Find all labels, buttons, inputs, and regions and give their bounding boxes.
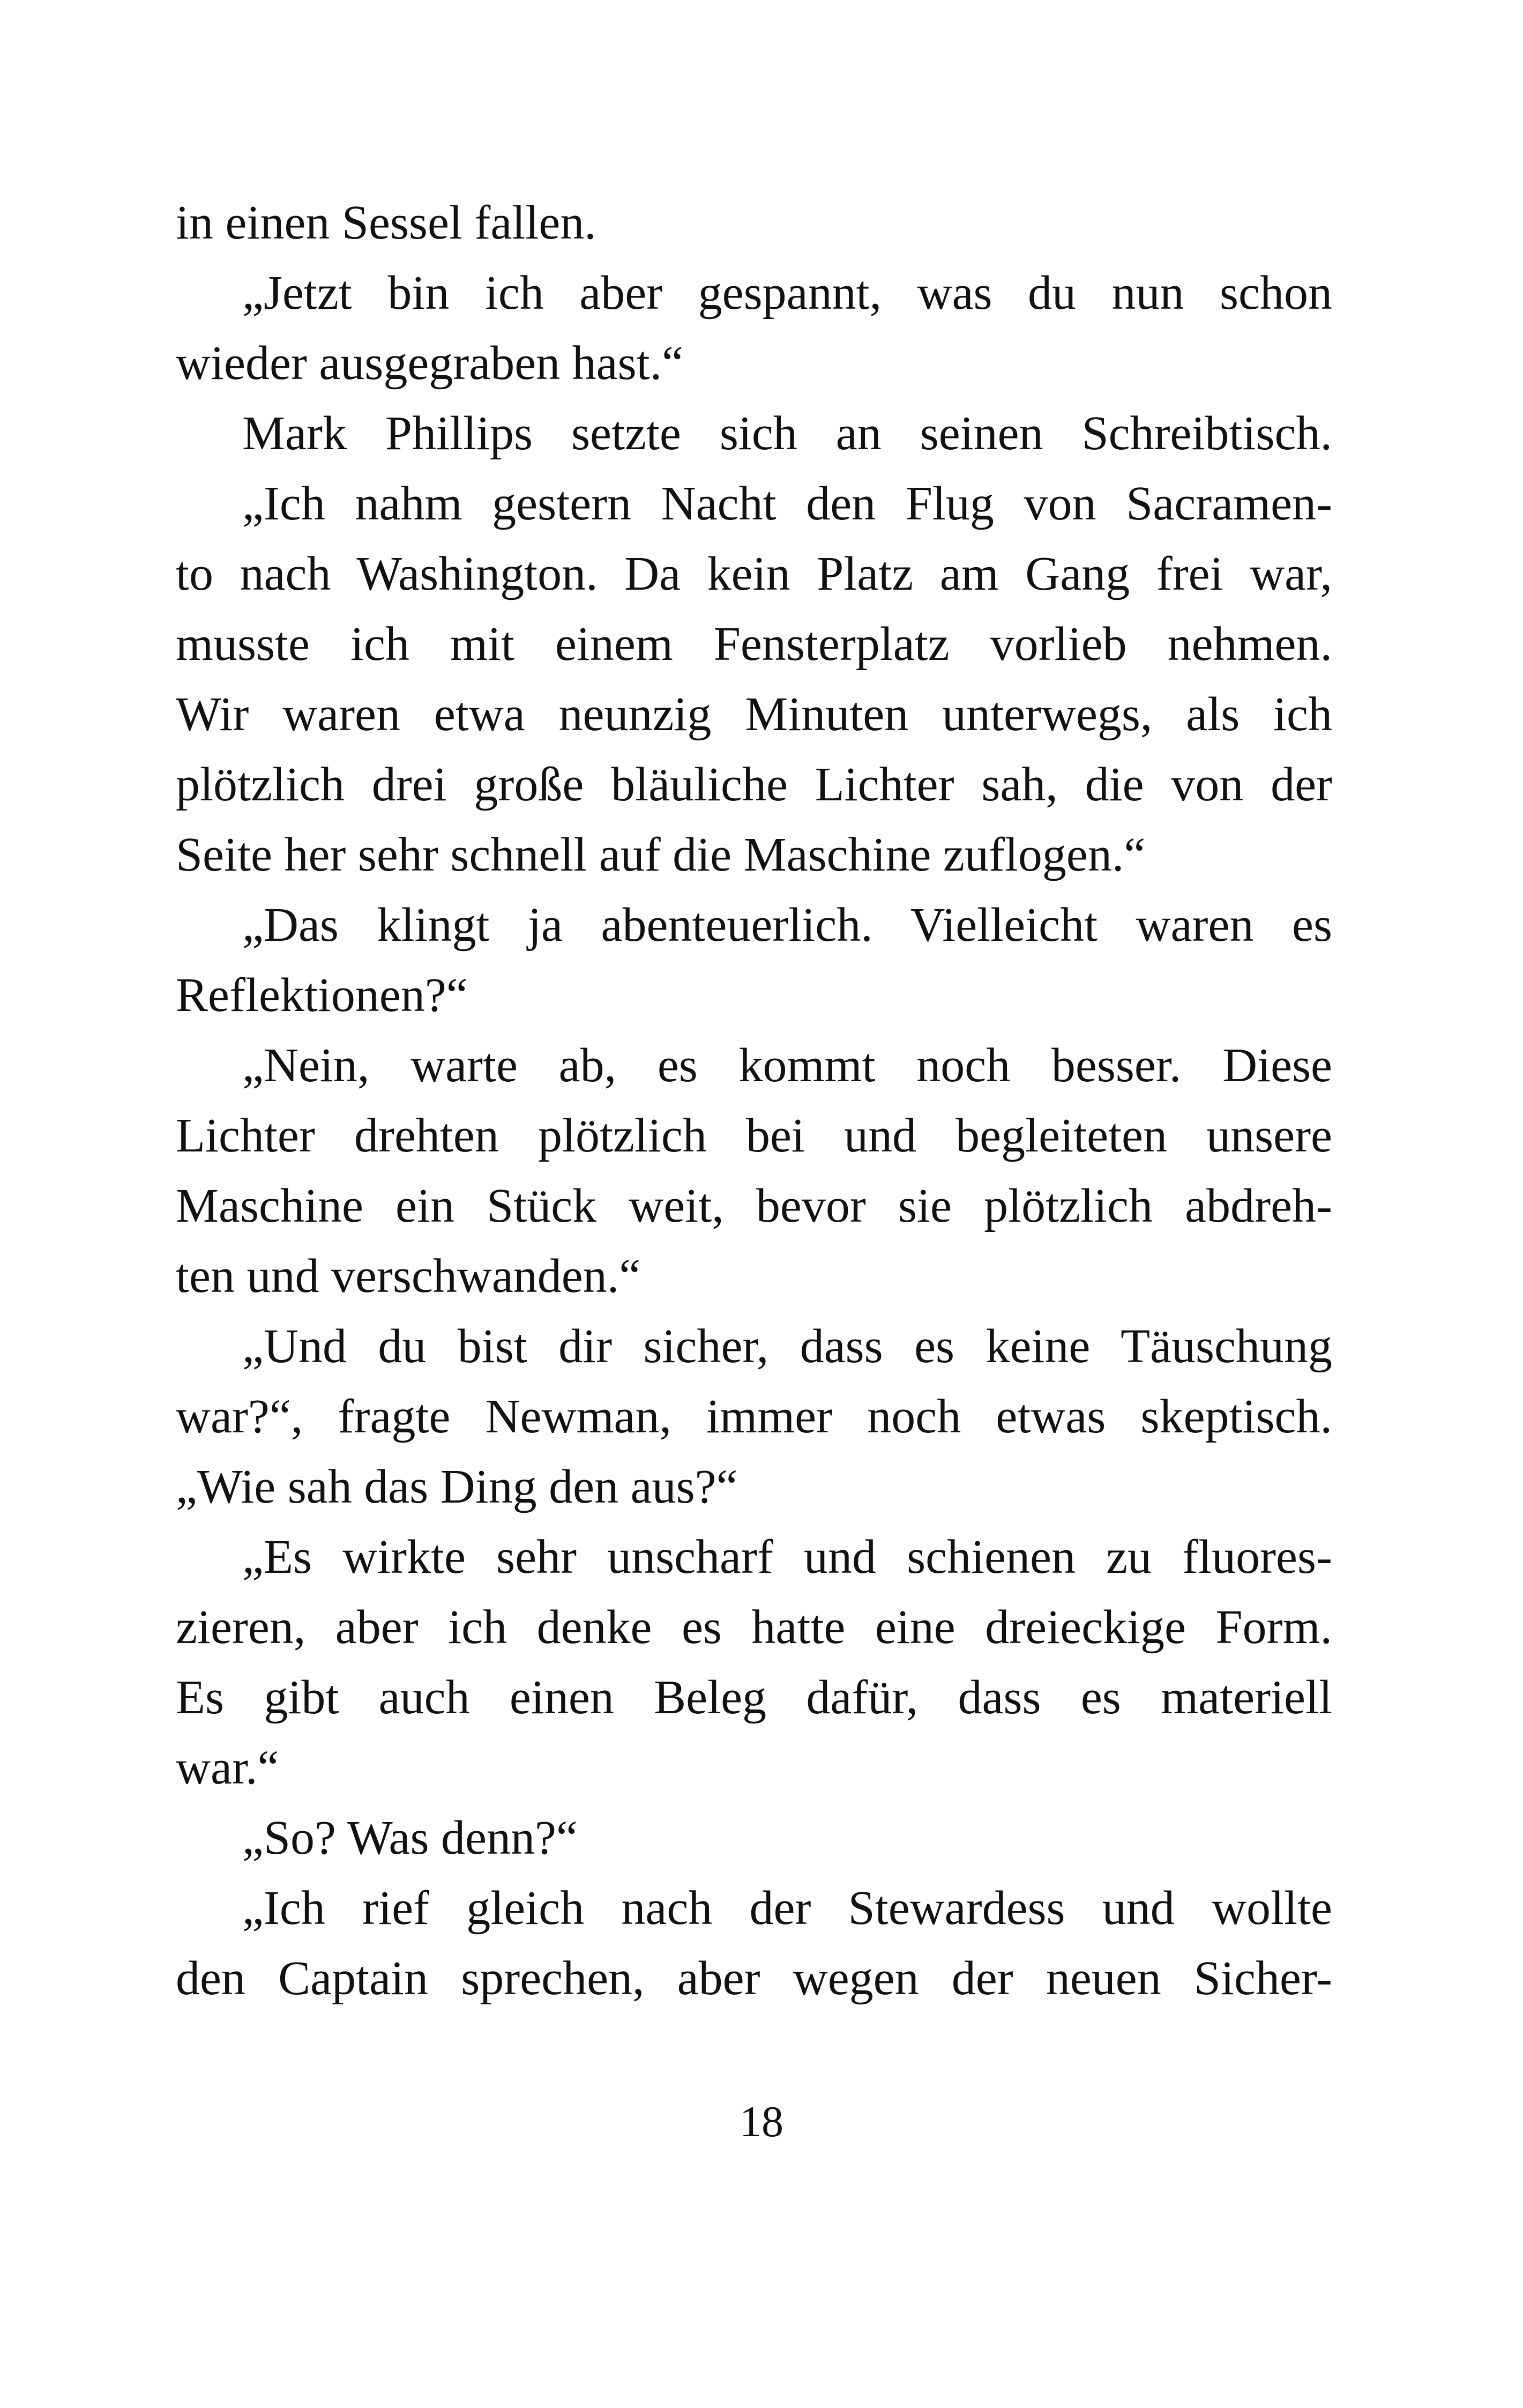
text-line: war.“ [176, 1741, 279, 1794]
text-line: „Nein, warte ab, es kommt noch besser. Diese [242, 1039, 1332, 1092]
text-line: Maschine ein Stück weit, bevor sie plötzlich abdreh- [176, 1179, 1332, 1232]
text-line: wieder ausgegraben hast.“ [176, 337, 684, 390]
text-line: den Captain sprechen, aber wegen der neuen Sicher- [176, 1952, 1332, 2005]
text-line: „Es wirkte sehr unscharf und schienen zu fluores- [242, 1530, 1332, 1584]
text-line: in einen Sessel fallen. [176, 196, 596, 249]
page-text-block [176, 188, 1332, 2013]
text-line: ten und verschwanden.“ [176, 1250, 641, 1303]
text-line: Mark Phillips setzte sich an seinen Schreibtisch. [242, 407, 1332, 460]
text-line: Es gibt auch einen Beleg dafür, dass es materiell [176, 1671, 1332, 1724]
text-line: zieren, aber ich denke es hatte eine dreieckige Form. [176, 1601, 1332, 1654]
text-line: „Das klingt ja abenteuerlich. Vielleicht waren es [242, 898, 1332, 952]
text-line: musste ich mit einem Fensterplatz vorlieb nehmen. [176, 618, 1332, 671]
text-line: „Ich nahm gestern Nacht den Flug von Sacramen- [242, 477, 1332, 530]
text-line: to nach Washington. Da kein Platz am Gang frei war, [176, 547, 1332, 600]
text-line: Reflektionen?“ [176, 969, 468, 1022]
text-line: „So? Was denn?“ [242, 1811, 578, 1864]
text-line: „Wie sah das Ding den aus?“ [176, 1460, 738, 1513]
text-line: Seite her sehr schnell auf die Maschine zuflogen.“ [176, 828, 1146, 881]
text-line: war?“, fragte Newman, immer noch etwas skeptisch. [176, 1390, 1332, 1443]
page-number: 18 [740, 2097, 783, 2146]
text-line: Lichter drehten plötzlich bei und begleiteten unsere [176, 1109, 1332, 1162]
text-line: Wir waren etwa neunzig Minuten unterwegs, als ich [176, 688, 1332, 741]
text-line: „Und du bist dir sicher, dass es keine Täuschung [242, 1320, 1332, 1373]
text-line: „Jetzt bin ich aber gespannt, was du nun schon [242, 266, 1332, 319]
text-line: plötzlich drei große bläuliche Lichter sah, die von der [176, 758, 1332, 811]
text-line: „Ich rief gleich nach der Stewardess und wollte [242, 1882, 1332, 1935]
